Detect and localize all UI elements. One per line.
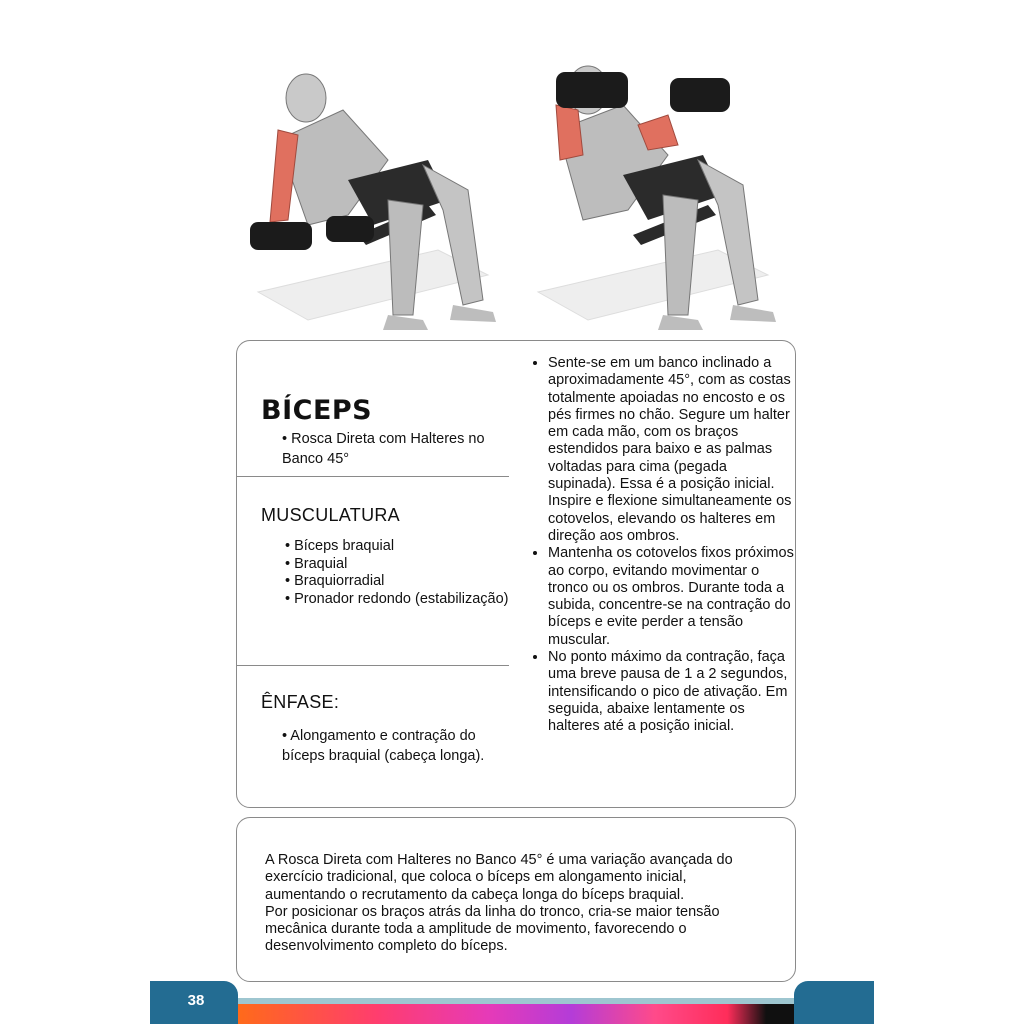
exercise-name: • Rosca Direta com Halteres no Banco 45° (282, 431, 485, 467)
figure-start-position (250, 74, 496, 330)
description-card (236, 817, 796, 982)
list-item: • Mantenha os cotovelos fixos próximos ao corpo, evitando movimentar o tronco ou os ombros. Durante toda a subida, concentre-se na contração do bíceps e evite perder a tensão muscular. (548, 545, 798, 649)
page-number: 38 (187, 992, 205, 1009)
footer-gradient-bar (238, 1004, 794, 1024)
figure-contracted-position (538, 66, 776, 330)
exercise-info-card (236, 340, 796, 808)
emphasis-text: • Alongamento e contração do bíceps braquial (cabeça longa). (282, 728, 485, 764)
list-item: • Braquial (285, 555, 348, 572)
list-item: • Braquiorradial (285, 573, 385, 589)
emphasis-heading: ÊNFASE: (261, 692, 340, 712)
footer-tab-right (794, 981, 874, 1024)
list-item: • No ponto máximo da contração, faça uma breve pausa de 1 a 2 segundos, intensificando o pico de ativação. Em seguida, abaixe lentamente os halteres até a posição inicial. (548, 649, 798, 735)
description-text (265, 852, 765, 956)
exercise-illustration (238, 30, 790, 330)
description-paragraph: Por posicionar os braços atrás da linha do tronco, cria-se maior tensão mecânica durante toda a amplitude de movimento, favorecendo o desenvolvimento completo do bíceps. (265, 903, 720, 955)
muscle-list (285, 538, 509, 608)
page-number-tab (150, 981, 238, 1024)
list-item: • Pronador redondo (estabilização) (285, 590, 509, 607)
description-paragraph: A Rosca Direta com Halteres no Banco 45° é uma variação avançada do exercício tradicional, que coloca o bíceps em alongamento inicial, aumentando o recrutamento da cabeça longa do bíceps braquial. (265, 852, 733, 903)
divider (237, 476, 509, 477)
list-item: • Sente-se em um banco inclinado a aproximadamente 45°, com as costas totalmente apoiadas no encosto e os pés firmes no chão. Segure um halter em cada mão, com os braços estendidos para baixo e as palmas voltadas para cima (pegada supinada). Essa é a posição inicial. Inspire e flexione simultaneamente os cotovelos, elevando os halteres em direção aos ombros. (548, 355, 798, 545)
divider (237, 665, 509, 666)
musculature-heading: MUSCULATURA (261, 505, 400, 525)
instruction-list (531, 355, 798, 736)
list-item: • Bíceps braquial (285, 538, 395, 554)
exercise-title: BÍCEPS (261, 395, 373, 426)
